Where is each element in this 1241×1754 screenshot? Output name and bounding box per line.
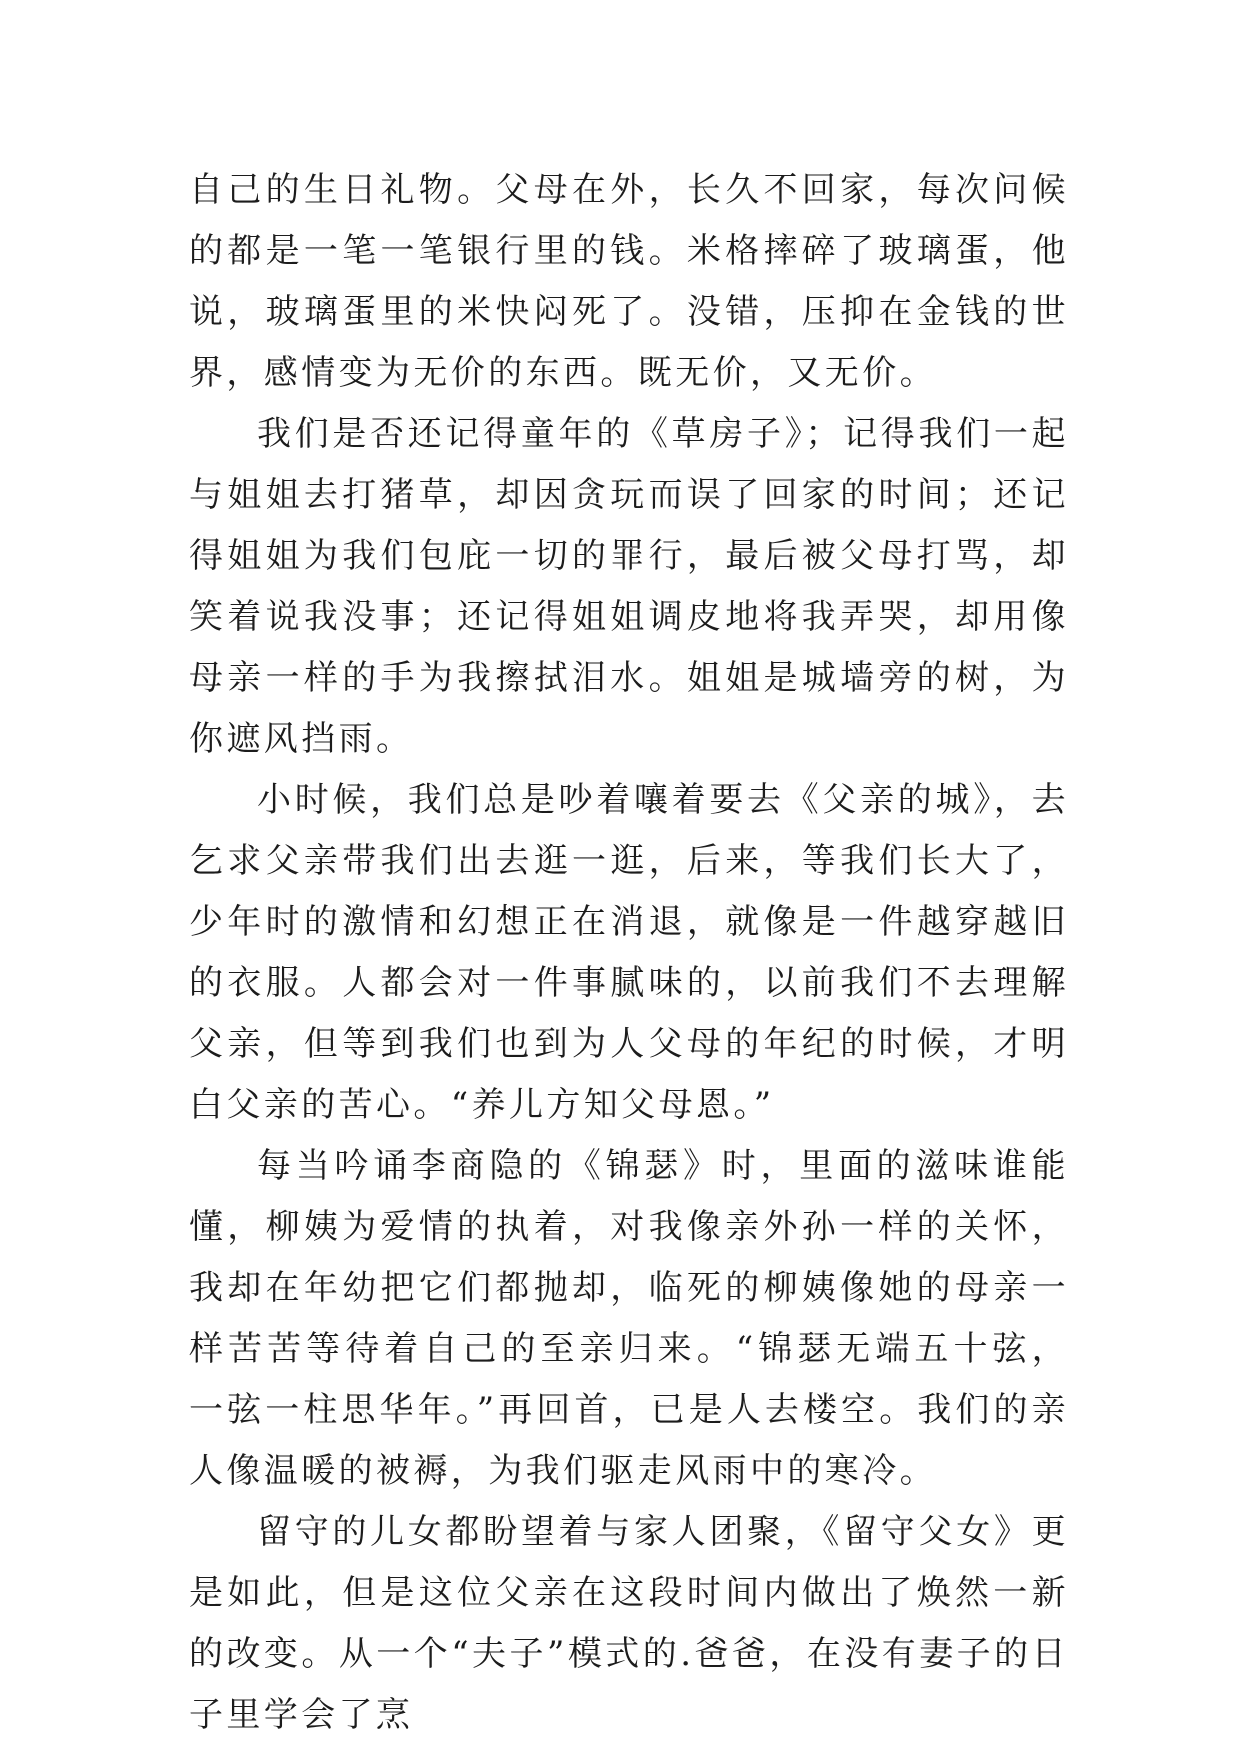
paragraph: 小时候，我们总是吵着嚷着要去《父亲的城》，去乞求父亲带我们出去逛一逛，后来，等我们长大了，少年时的激情和幻想正在消退，就像是一件越穿越旧的衣服。人都会对一件事腻味的，以前我们不去理解父亲，但等到我们也到为人父母的年纪的时候，才明白父亲的苦心。“养儿方知父母恩。” <box>189 780 1069 1125</box>
paragraph: 我们是否还记得童年的《草房子》；记得我们一起与姐姐去打猪草，却因贪玩而误了回家的时间；还记得姐姐为我们包庇一切的罪行，最后被父母打骂，却笑着说我没事；还记得姐姐调皮地将我弄哭，却用像母亲一样的手为我擦拭泪水。姐姐是城墙旁的树，为你遮风挡雨。 <box>189 414 1069 759</box>
paragraph: 留守的儿女都盼望着与家人团聚，《留守父女》更是如此，但是这位父亲在这段时间内做出了焕然一新的改变。从一个“夫子”模式的.爸爸，在没有妻子的日子里学会了烹 <box>189 1512 1069 1735</box>
paragraph: 自己的生日礼物。父母在外，长久不回家，每次问候的都是一笔一笔银行里的钱。米格摔碎了玻璃蛋，他说，玻璃蛋里的米快闷死了。没错，压抑在金钱的世界，感情变为无价的东西。既无价，又无价。 <box>189 170 1069 393</box>
body-text <box>189 160 1069 1746</box>
paragraph: 每当吟诵李商隐的《锦瑟》时，里面的滋味谁能懂，柳姨为爱情的执着，对我像亲外孙一样的关怀，我却在年幼把它们都抛却，临死的柳姨像她的母亲一样苦苦等待着自己的至亲归来。“锦瑟无端五十弦，一弦一柱思华年。”再回首，已是人去楼空。我们的亲人像温暖的被褥，为我们驱走风雨中的寒冷。 <box>189 1146 1069 1491</box>
